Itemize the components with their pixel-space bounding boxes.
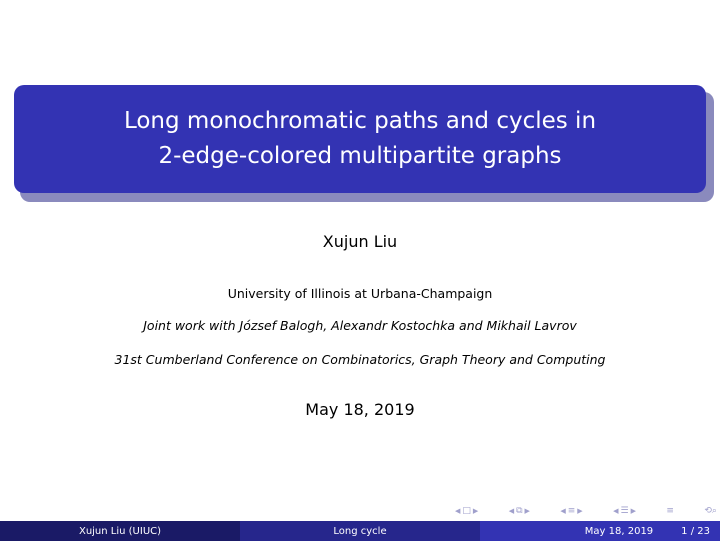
institution: University of Illinois at Urbana-Champaign bbox=[227, 286, 493, 301]
title-box bbox=[14, 85, 706, 193]
nav-frame-icon[interactable]: ◀ □ ▶ bbox=[455, 506, 479, 516]
footer-date: May 18, 2019 bbox=[584, 525, 654, 537]
beamer-navigation bbox=[455, 503, 717, 519]
title-line-2: 2-edge-colored multipartite graphs bbox=[158, 143, 562, 169]
footer-author: Xujun Liu (UIUC) bbox=[0, 521, 240, 541]
nav-subsection-icon[interactable]: ◀ ⧉ ▶ bbox=[508, 506, 530, 516]
footer bbox=[0, 521, 720, 541]
nav-align-icon[interactable]: ≡ bbox=[666, 506, 674, 516]
nav-section-icon[interactable]: ◀ ≡ ▶ bbox=[560, 506, 583, 516]
footer-right bbox=[480, 521, 720, 541]
footer-page-number: 1 / 23 bbox=[681, 525, 710, 537]
nav-search-icon[interactable]: ⟲⌕ bbox=[704, 506, 717, 516]
footer-title: Long cycle bbox=[240, 521, 480, 541]
presentation-date: May 18, 2019 bbox=[305, 400, 415, 419]
conference: 31st Cumberland Conference on Combinatorics, Graph Theory and Computing bbox=[114, 352, 606, 367]
title-line-1: Long monochromatic paths and cycles in bbox=[123, 108, 597, 134]
author-name: Xujun Liu bbox=[322, 232, 398, 251]
joint-work: Joint work with József Balogh, Alexandr Kostochka and Mikhail Lavrov bbox=[143, 318, 577, 333]
nav-slide-icon[interactable]: ◀ ☰ ▶ bbox=[613, 506, 636, 516]
